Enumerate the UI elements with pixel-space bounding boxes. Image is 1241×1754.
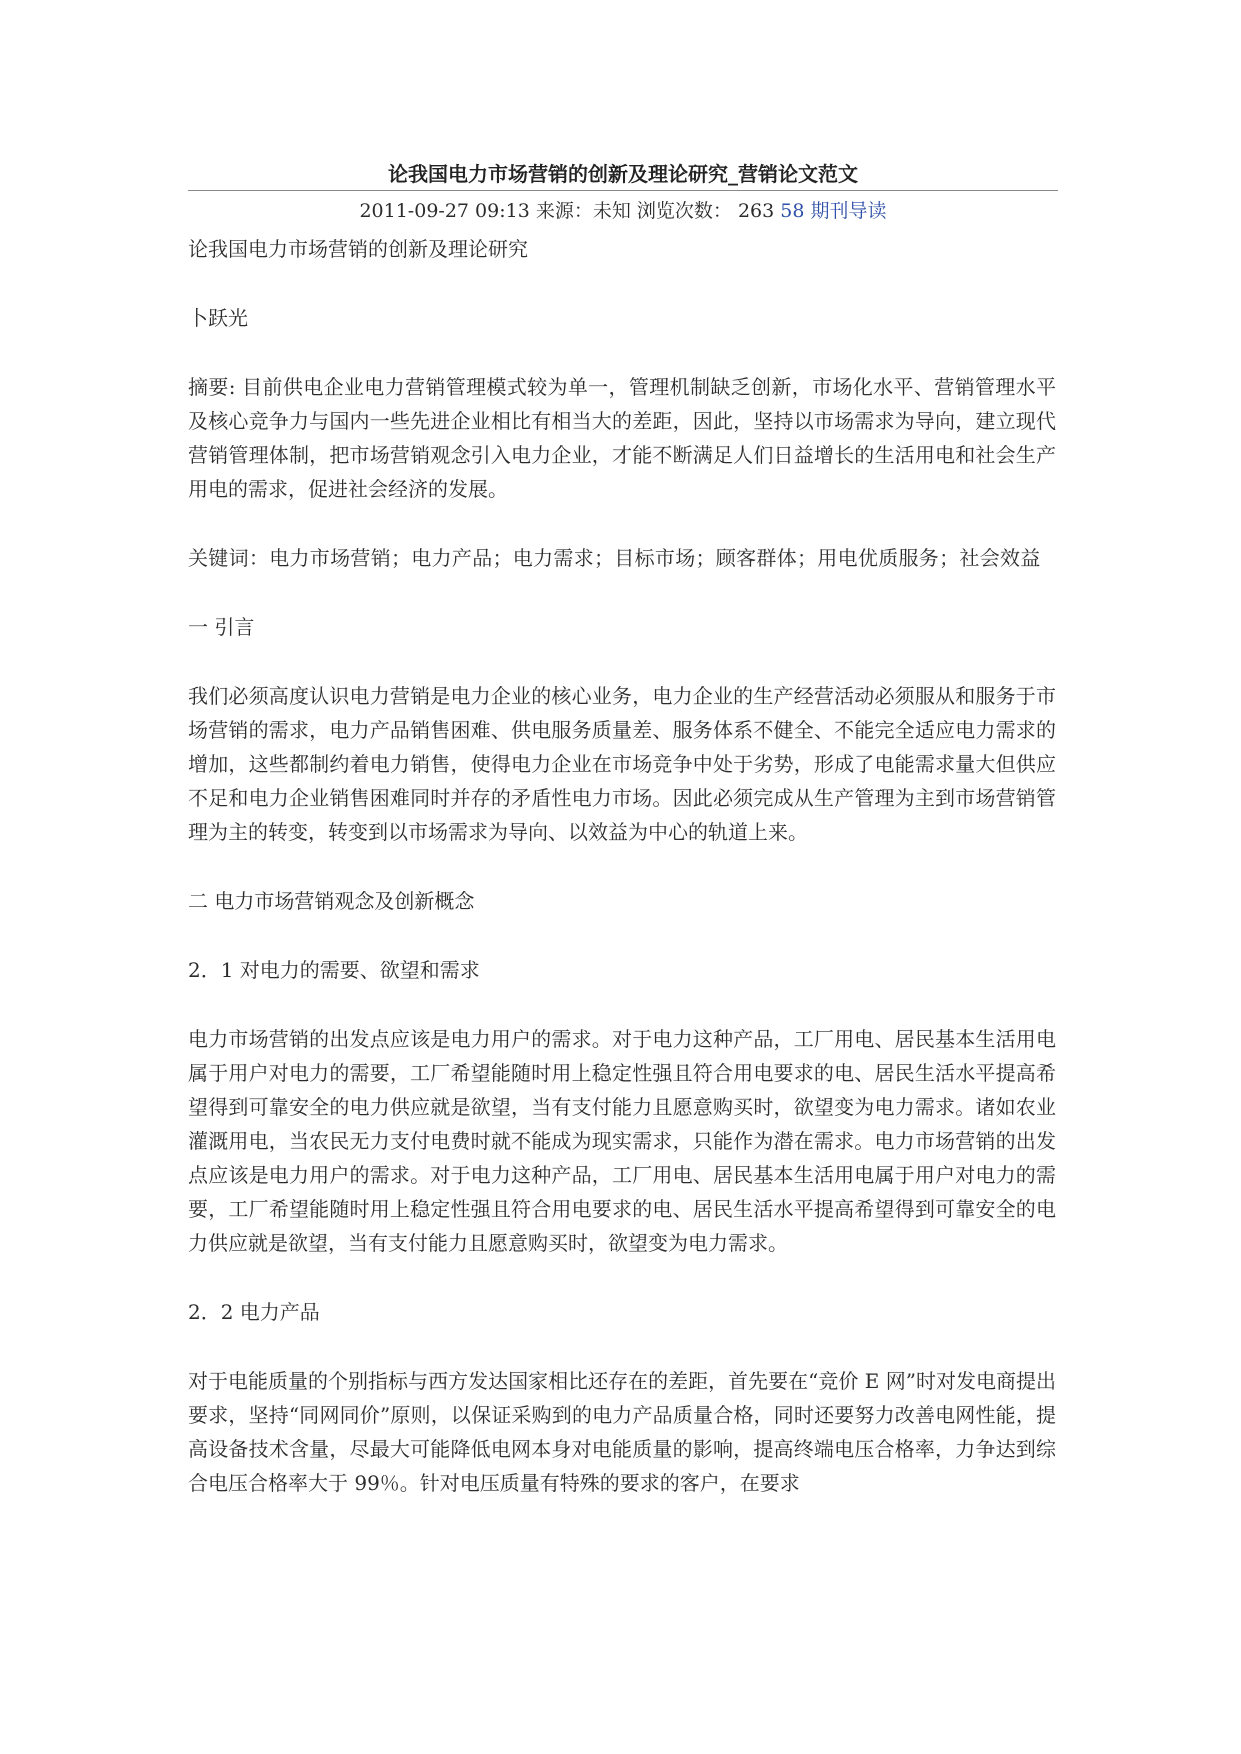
abstract-paragraph: 摘要: 目前供电企业电力营销管理模式较为单一，管理机制缺乏创新，市场化水平、营销管理水平及核心竞争力与国内一些先进企业相比有相当大的差距，因此，坚持以市场需求为导向，建立现代营销管理体制，把市场营销观念引入电力企业，才能不断满足人们日益增长的生活用电和社会生产用电的需求，促进社会经济的发展。	[188, 375, 1056, 501]
article-body	[188, 232, 1056, 1535]
views-label: 浏览次数：	[636, 200, 732, 222]
publish-datetime: 2011-09-27 09:13	[359, 200, 530, 222]
product-paragraph: 对于电能质量的个别指标与西方发达国家相比还存在的差距，首先要在“竞价 E 网”时对发电商提出要求，坚持“同网同价”原则，以保证采购到的电力产品质量合格，同时还要努力改善电网性能，提高设备技术含量，尽最大可能降低电网本身对电能质量的影响，提高终端电压合格率，力争达到综合电压合格率大于 99％。针对电压质量有特殊的要求的客户，在要求	[188, 1369, 1056, 1495]
subtitle-paragraph: 论我国电力市场营销的创新及理论研究	[188, 237, 528, 261]
link-number[interactable]: 58	[780, 200, 805, 222]
subsection-heading-2-2: 2．2 电力产品	[188, 1300, 320, 1324]
subsection-heading-2-1: 2．1 对电力的需要、欲望和需求	[188, 958, 480, 982]
author-paragraph: 卜跃光	[188, 306, 248, 330]
article-title: 论我国电力市场营销的创新及理论研究_营销论文范文	[388, 162, 858, 186]
keywords-paragraph: 关键词：电力市场营销；电力产品；电力需求；目标市场；顾客群体；用电优质服务；社会效益	[188, 546, 1041, 570]
title-divider	[188, 190, 1058, 191]
introduction-paragraph: 我们必须高度认识电力营销是电力企业的核心业务，电力企业的生产经营活动必须服从和服务于市场营销的需求，电力产品销售困难、供电服务质量差、服务体系不健全、不能完全适应电力需求的增加，这些都制约着电力销售，使得电力企业在市场竞争中处于劣势，形成了电能需求量大但供应不足和电力企业销售困难同时并存的矛盾性电力市场。因此必须完成从生产管理为主到市场营销管理为主的转变，转变到以市场需求为导向、以效益为中心的轨道上来。	[188, 684, 1056, 844]
views-count: 263	[737, 200, 775, 222]
demand-paragraph: 电力市场营销的出发点应该是电力用户的需求。对于电力这种产品，工厂用电、居民基本生活用电属于用户对电力的需要，工厂希望能随时用上稳定性强且符合用电要求的电、居民生活水平提高希望得到可靠安全的电力供应就是欲望，当有支付能力且愿意购买时，欲望变为电力需求。诸如农业灌溉用电，当农民无力支付电费时就不能成为现实需求，只能作为潜在需求。电力市场营销的出发点应该是电力用户的需求。对于电力这种产品，工厂用电、居民基本生活用电属于用户对电力的需要，工厂希望能随时用上稳定性强且符合用电要求的电、居民生活水平提高希望得到可靠安全的电力供应就是欲望，当有支付能力且愿意购买时，欲望变为电力需求。	[188, 1027, 1056, 1255]
article-meta	[188, 198, 1058, 224]
source-label: 来源：未知	[535, 200, 631, 222]
section-heading-introduction: 一 引言	[188, 615, 255, 639]
section-heading-concepts: 二 电力市场营销观念及创新概念	[188, 889, 475, 913]
journal-guide-link[interactable]: 期刊导读	[810, 200, 887, 222]
